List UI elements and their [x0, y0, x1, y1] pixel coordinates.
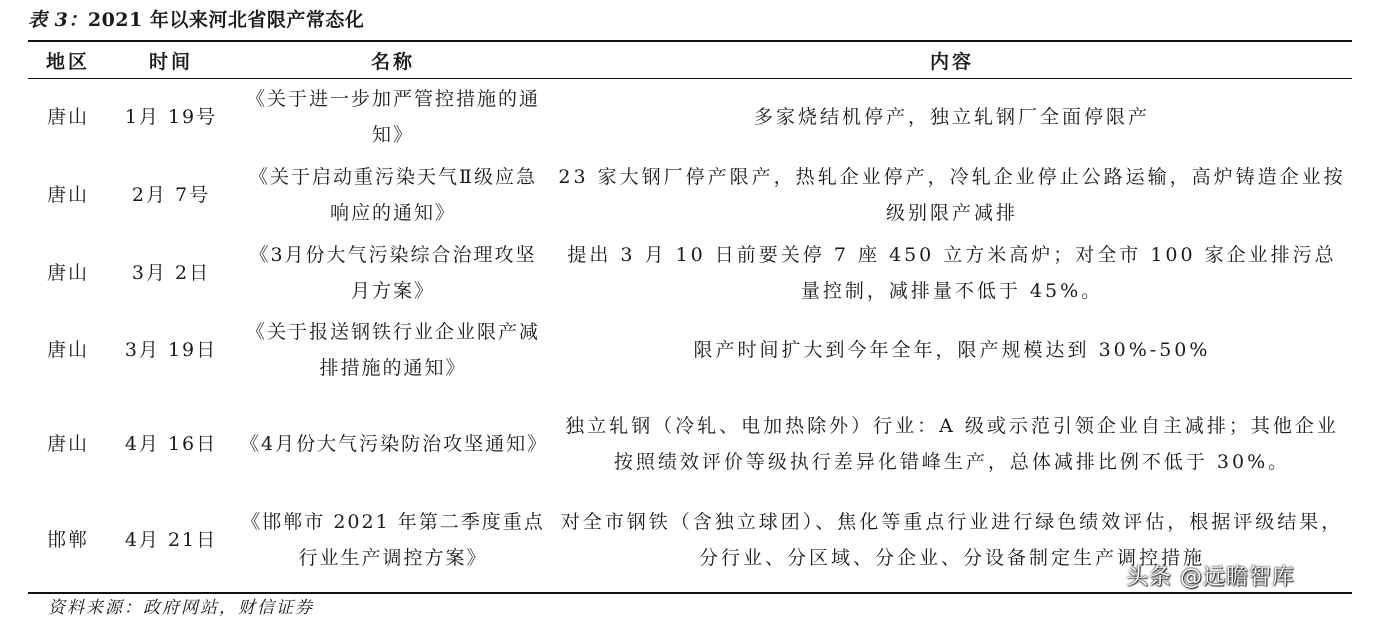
cell-region: 唐山 [46, 106, 89, 128]
cell-time: 3月 19日 [124, 339, 218, 361]
cell-time: 4月 16日 [124, 433, 218, 455]
table-row [28, 312, 1352, 388]
cell-name: 《关于报送钢铁行业企业限产减排措施的通知》 [245, 321, 540, 379]
source-note: 资料来源：政府网站，财信证券 [48, 598, 314, 618]
cell-region: 唐山 [46, 433, 89, 455]
table-number: 表 3： [28, 9, 88, 31]
cell-content: 提出 3 月 10 日前要关停 7 座 450 立方米高炉；对全市 100 家企业排污总量控制，减排量不低于 45%。 [567, 244, 1337, 302]
cell-region: 唐山 [46, 262, 89, 284]
cell-region: 唐山 [46, 339, 89, 361]
header-content: 内容 [929, 50, 974, 73]
cell-content: 对全市钢铁（含独立球团）、焦化等重点行业进行绿色绩效评估，根据评级结果，分行业、分区域、分企业、分设备制定生产调控措施 [560, 511, 1344, 569]
cell-name: 《3月份大气污染综合治理攻坚月方案》 [249, 244, 537, 302]
table-title [28, 4, 364, 36]
cell-content: 23 家大钢厂停产限产，热轧企业停产，冷轧企业停止公路运输，高炉铸造企业按级别限产减排 [558, 166, 1346, 224]
cell-time: 4月 21日 [124, 529, 218, 551]
header-region: 地区 [45, 50, 90, 73]
table-row [28, 78, 1352, 156]
cell-time: 3月 2日 [131, 262, 211, 284]
table-header-row [28, 42, 1352, 78]
table-row [28, 234, 1352, 312]
cell-name: 《邯郸市 2021 年第二季度重点行业生产调控方案》 [241, 511, 545, 569]
table-row [28, 388, 1352, 500]
header-name: 名称 [370, 50, 415, 73]
cell-name: 《关于进一步加严管控措施的通知》 [245, 88, 540, 146]
cell-content: 限产时间扩大到今年全年，限产规模达到 30%-50% [693, 339, 1211, 361]
cell-content: 多家烧结机停产，独立轧钢厂全面停限产 [753, 106, 1150, 128]
table-row [28, 156, 1352, 234]
cell-time: 2月 7号 [131, 184, 211, 206]
watermark: 头条 @远瞻智库 [1126, 565, 1295, 590]
cell-name: 《4月份大气污染防治攻坚通知》 [240, 433, 549, 455]
header-time: 时间 [148, 50, 193, 73]
cell-region: 邯郸 [46, 529, 89, 551]
cell-region: 唐山 [46, 184, 89, 206]
cell-content: 独立轧钢（冷轧、电加热除外）行业：A 级或示范引领企业自主减排；其他企业按照绩效评价等级执行差异化错峰生产，总体减排比例不低于 30%。 [565, 415, 1339, 473]
cell-time: 1月 19号 [124, 106, 218, 128]
cell-name: 《关于启动重污染天气Ⅱ级应急响应的通知》 [249, 166, 537, 224]
table-title-text: 2021 年以来河北省限产常态化 [87, 9, 365, 31]
data-table [28, 42, 1352, 580]
